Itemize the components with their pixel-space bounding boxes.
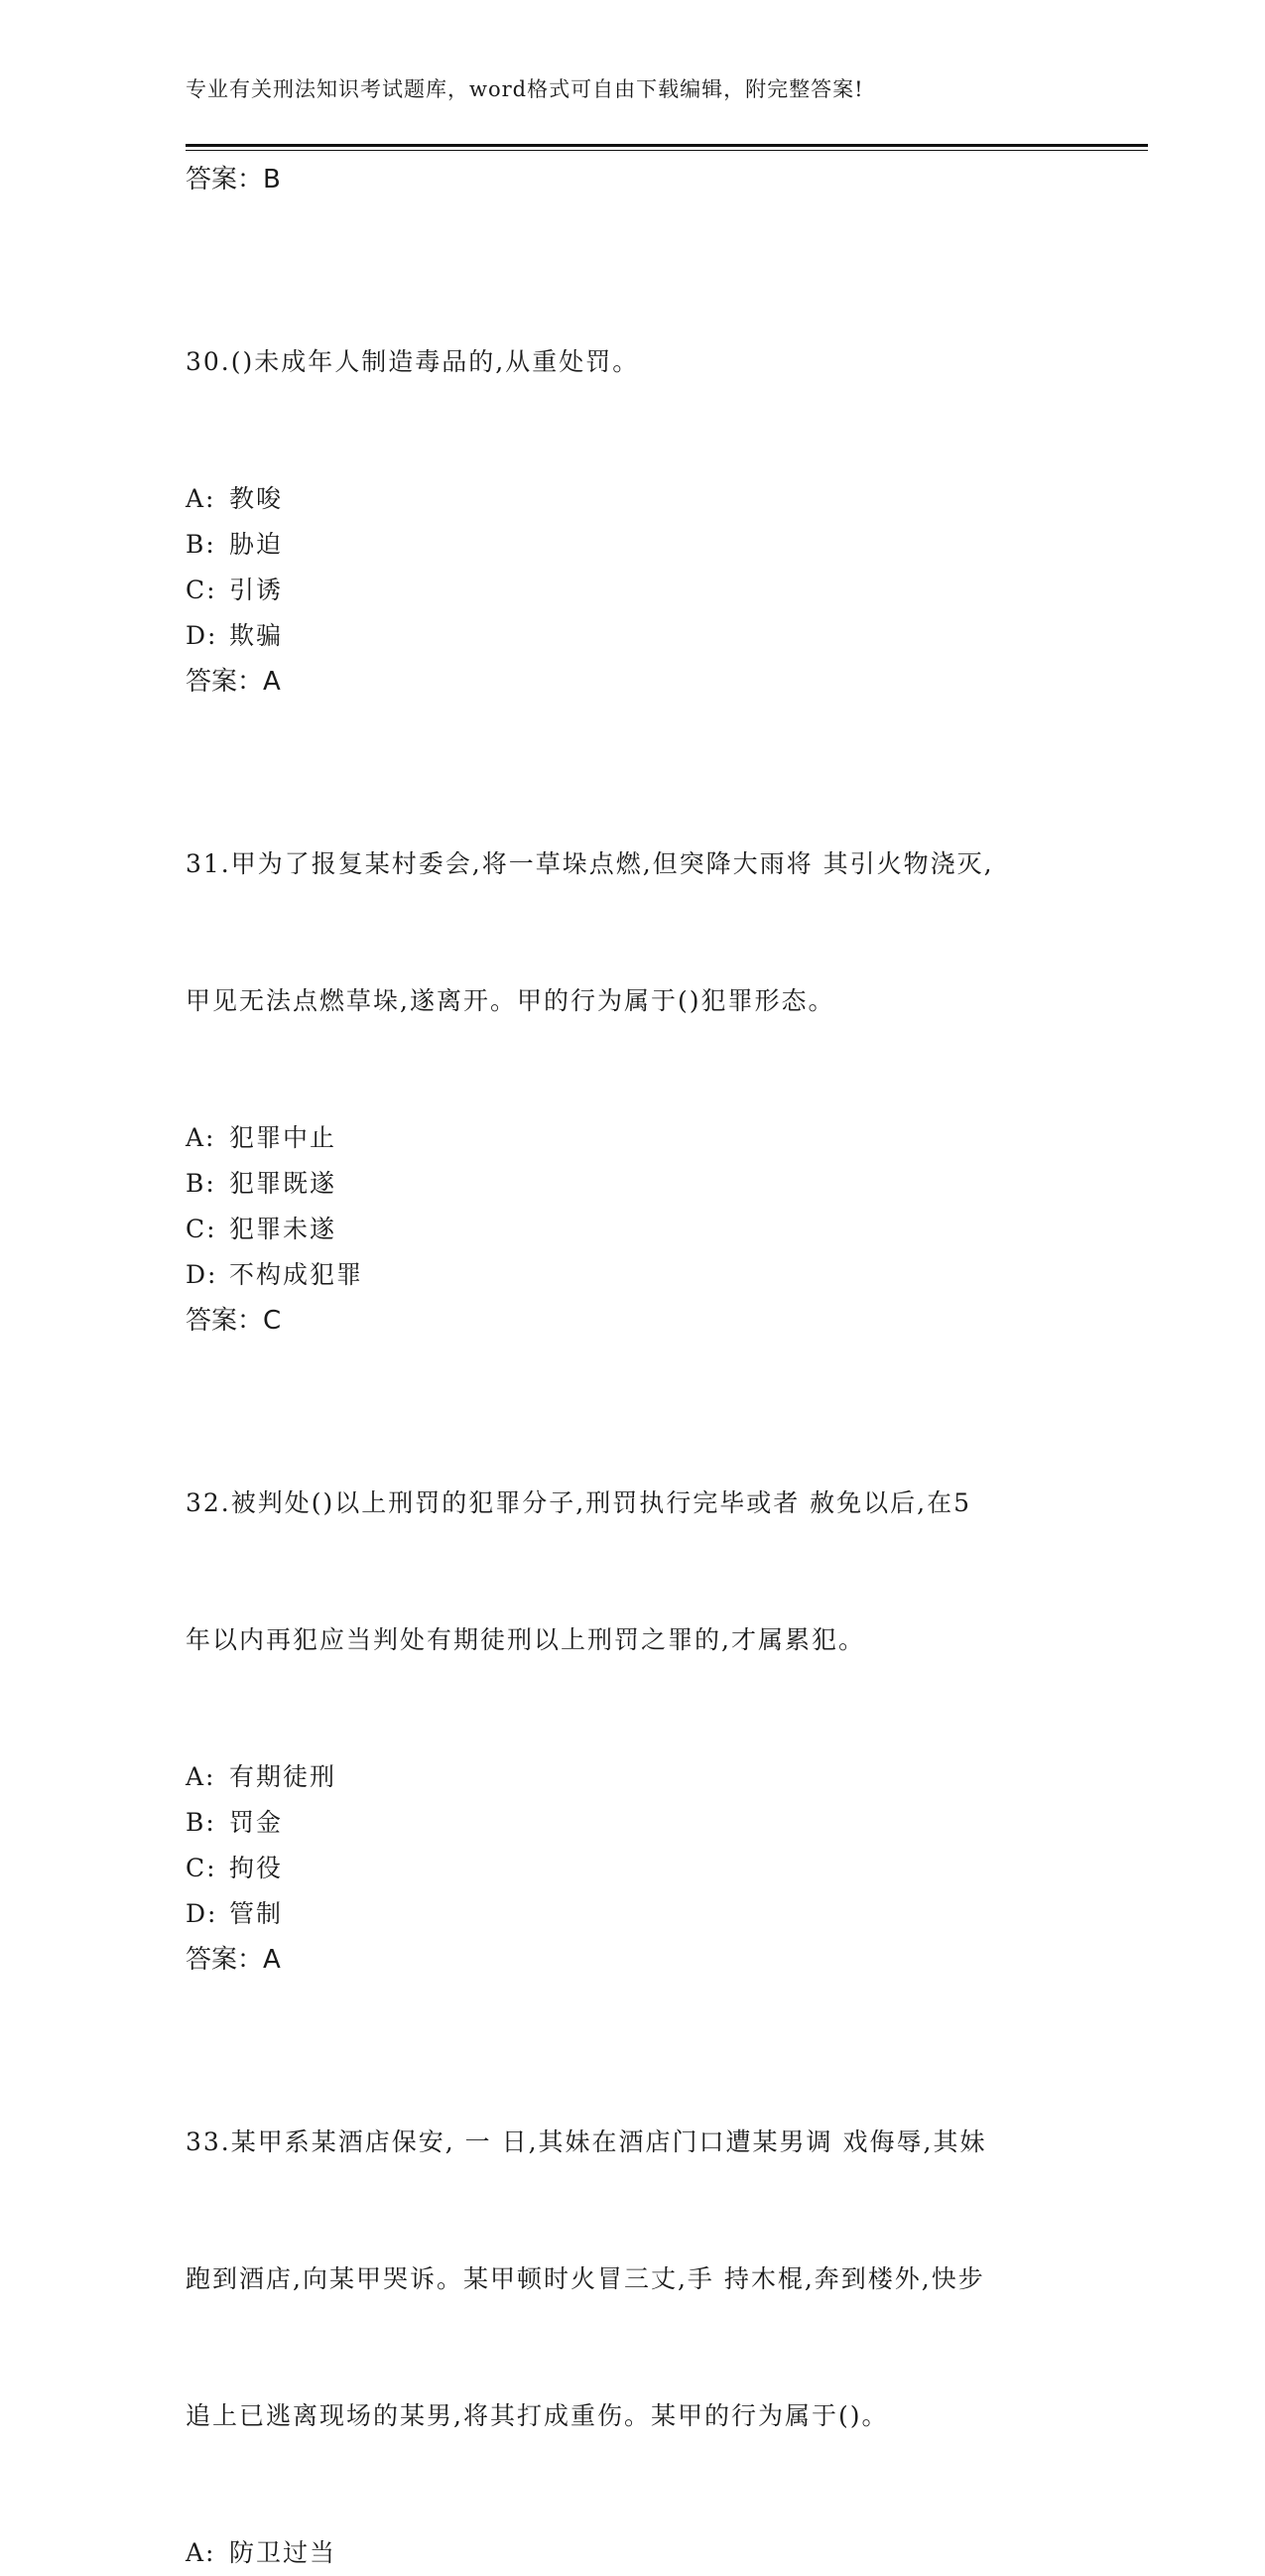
option-text: 犯罪中止 (229, 1123, 337, 1152)
question-stem (186, 248, 1078, 476)
option-text: 管制 (229, 1899, 284, 1928)
question-text: 追上已逃离现场的某男,将其打成重伤。某甲的行为属于()。 (186, 2401, 889, 2430)
answer-value: B (263, 165, 281, 194)
answer-line (186, 157, 1078, 202)
option-key: C: (186, 1854, 217, 1882)
question-text: 33.某甲系某酒店保安, 一 日,其妹在酒店门口遭某男调 戏侮辱,其妹 (186, 2127, 987, 2156)
option-text: 欺骗 (229, 621, 284, 650)
option-c (186, 568, 1078, 613)
option-text: 有期徒刑 (229, 1762, 337, 1791)
option-text: 防卫过当 (229, 2538, 337, 2567)
answer-label: 答案： (186, 1306, 264, 1336)
answer-line (186, 1298, 1078, 1344)
spacer (186, 705, 1078, 750)
answer-label: 答案： (186, 667, 264, 697)
option-c (186, 1846, 1078, 1891)
document-header: 专业有关刑法知识考试题库，word格式可自由下载编辑，附完整答案! (186, 77, 864, 101)
question-text: 年以内再犯应当判处有期徒刑以上刑罚之罪的,才属累犯。 (186, 1625, 865, 1654)
option-text: 拘役 (229, 1854, 284, 1882)
option-a (186, 2530, 1078, 2576)
option-b (186, 1161, 1078, 1207)
option-a (186, 476, 1078, 522)
option-a (186, 1115, 1078, 1161)
question-stem (186, 750, 1078, 1115)
spacer (186, 1344, 1078, 1389)
question-list (186, 157, 1078, 2576)
answer-line (186, 659, 1078, 705)
option-c (186, 1207, 1078, 1252)
option-key: B: (186, 530, 216, 559)
header-rule-thick (186, 144, 1148, 147)
option-key: A: (186, 2538, 216, 2567)
answer-value: A (263, 667, 281, 697)
option-b (186, 1800, 1078, 1846)
spacer (186, 1983, 1078, 2028)
option-text: 不构成犯罪 (229, 1260, 364, 1289)
option-key: D: (186, 1899, 218, 1928)
option-key: B: (186, 1169, 216, 1198)
option-key: C: (186, 1215, 217, 1243)
option-text: 犯罪未遂 (229, 1215, 337, 1243)
option-text: 教唆 (229, 484, 284, 513)
option-key: A: (186, 1762, 216, 1791)
option-d (186, 1252, 1078, 1298)
option-b (186, 522, 1078, 568)
question-text: 跑到酒店,向某甲哭诉。某甲顿时火冒三丈,手 持木棍,奔到楼外,快步 (186, 2264, 985, 2293)
spacer (186, 202, 1078, 248)
option-key: D: (186, 621, 218, 650)
option-text: 犯罪既遂 (229, 1169, 337, 1198)
option-key: B: (186, 1808, 216, 1837)
option-text: 引诱 (229, 576, 284, 604)
answer-line (186, 1937, 1078, 1983)
option-text: 罚金 (229, 1808, 284, 1837)
option-key: C: (186, 576, 217, 604)
option-key: D: (186, 1260, 218, 1289)
question-text: 32.被判处()以上刑罚的犯罪分子,刑罚执行完毕或者 赦免以后,在5 (186, 1488, 972, 1517)
question-text: 31.甲为了报复某村委会,将一草垛点燃,但突降大雨将 其引火物浇灭, (186, 849, 994, 878)
option-d (186, 1891, 1078, 1937)
option-a (186, 1754, 1078, 1800)
answer-value: A (263, 1945, 281, 1975)
answer-label: 答案： (186, 165, 264, 194)
answer-label: 答案： (186, 1945, 264, 1975)
question-text: 甲见无法点燃草垛,遂离开。甲的行为属于()犯罪形态。 (186, 986, 835, 1015)
question-stem (186, 1389, 1078, 1754)
question-stem (186, 2028, 1078, 2530)
option-key: A: (186, 484, 216, 513)
option-key: A: (186, 1123, 216, 1152)
answer-value: C (263, 1306, 282, 1336)
option-d (186, 613, 1078, 659)
question-text: 30.()未成年人制造毒品的,从重处罚。 (186, 347, 640, 376)
header-rule-thin (186, 150, 1148, 151)
option-text: 胁迫 (229, 530, 284, 559)
